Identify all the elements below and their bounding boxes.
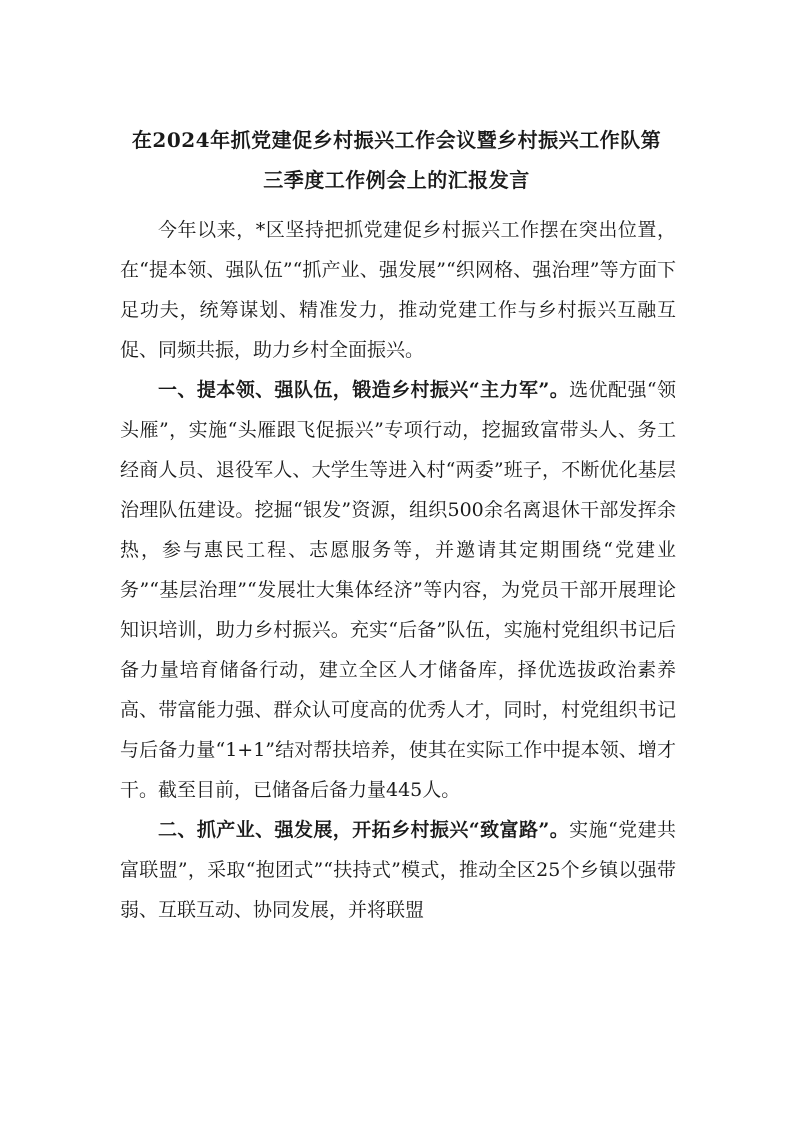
- title-line-2: 三季度工作例会上的汇报发言: [263, 168, 530, 192]
- document-title: [100, 120, 693, 200]
- paragraph-section-2: [120, 810, 676, 930]
- section-1-heading: 一、提本领、强队伍，锻造乡村振兴“主力军”。: [158, 379, 570, 401]
- paragraph-intro: [120, 210, 676, 370]
- title-line-1: 在2024年抓党建促乡村振兴工作会议暨乡村振兴工作队第: [131, 128, 662, 152]
- section-2-heading: 二、抓产业、强发展，开拓乡村振兴“致富路”。: [158, 819, 570, 841]
- section-1-text: 选优配强“领头雁”，实施“头雁跟飞促振兴”专项行动，挖掘致富带头人、务工经商人员、退役军人、大学生等进入村“两委”班子，不断优化基层治理队伍建设。挖掘“银发”资源，组织500余名离退休干部发挥余热，参与惠民工程、志愿服务等，并邀请其定期围绕“党建业务”“基层治理”“发展壮大集体经济”等内容，为党员干部开展理论知识培训，助力乡村振兴。充实“后备”队伍，实施村党组织书记后备力量培育储备行动，建立全区人才储备库，择优选拔政治素养高、带富能力强、群众认可度高的优秀人才，同时，村党组织书记与后备力量“1+1”结对帮扶培养，使其在实际工作中提本领、增才干。截至目前，已储备后备力量445人。: [120, 379, 677, 801]
- document-body: [120, 210, 676, 930]
- paragraph-intro-text: 今年以来，*区坚持把抓党建促乡村振兴工作摆在突出位置，在“提本领、强队伍”“抓产业、强发展”“织网格、强治理”等方面下足功夫，统筹谋划、精准发力，推动党建工作与乡村振兴互融互促、同频共振，助力乡村全面振兴。: [120, 219, 676, 361]
- paragraph-section-1: [120, 370, 676, 810]
- section-2-text: 实施“党建共富联盟”，采取“抱团式”“扶持式”模式，推动全区25个乡镇以强带弱、互联互动、协同发展，并将联盟: [120, 819, 677, 921]
